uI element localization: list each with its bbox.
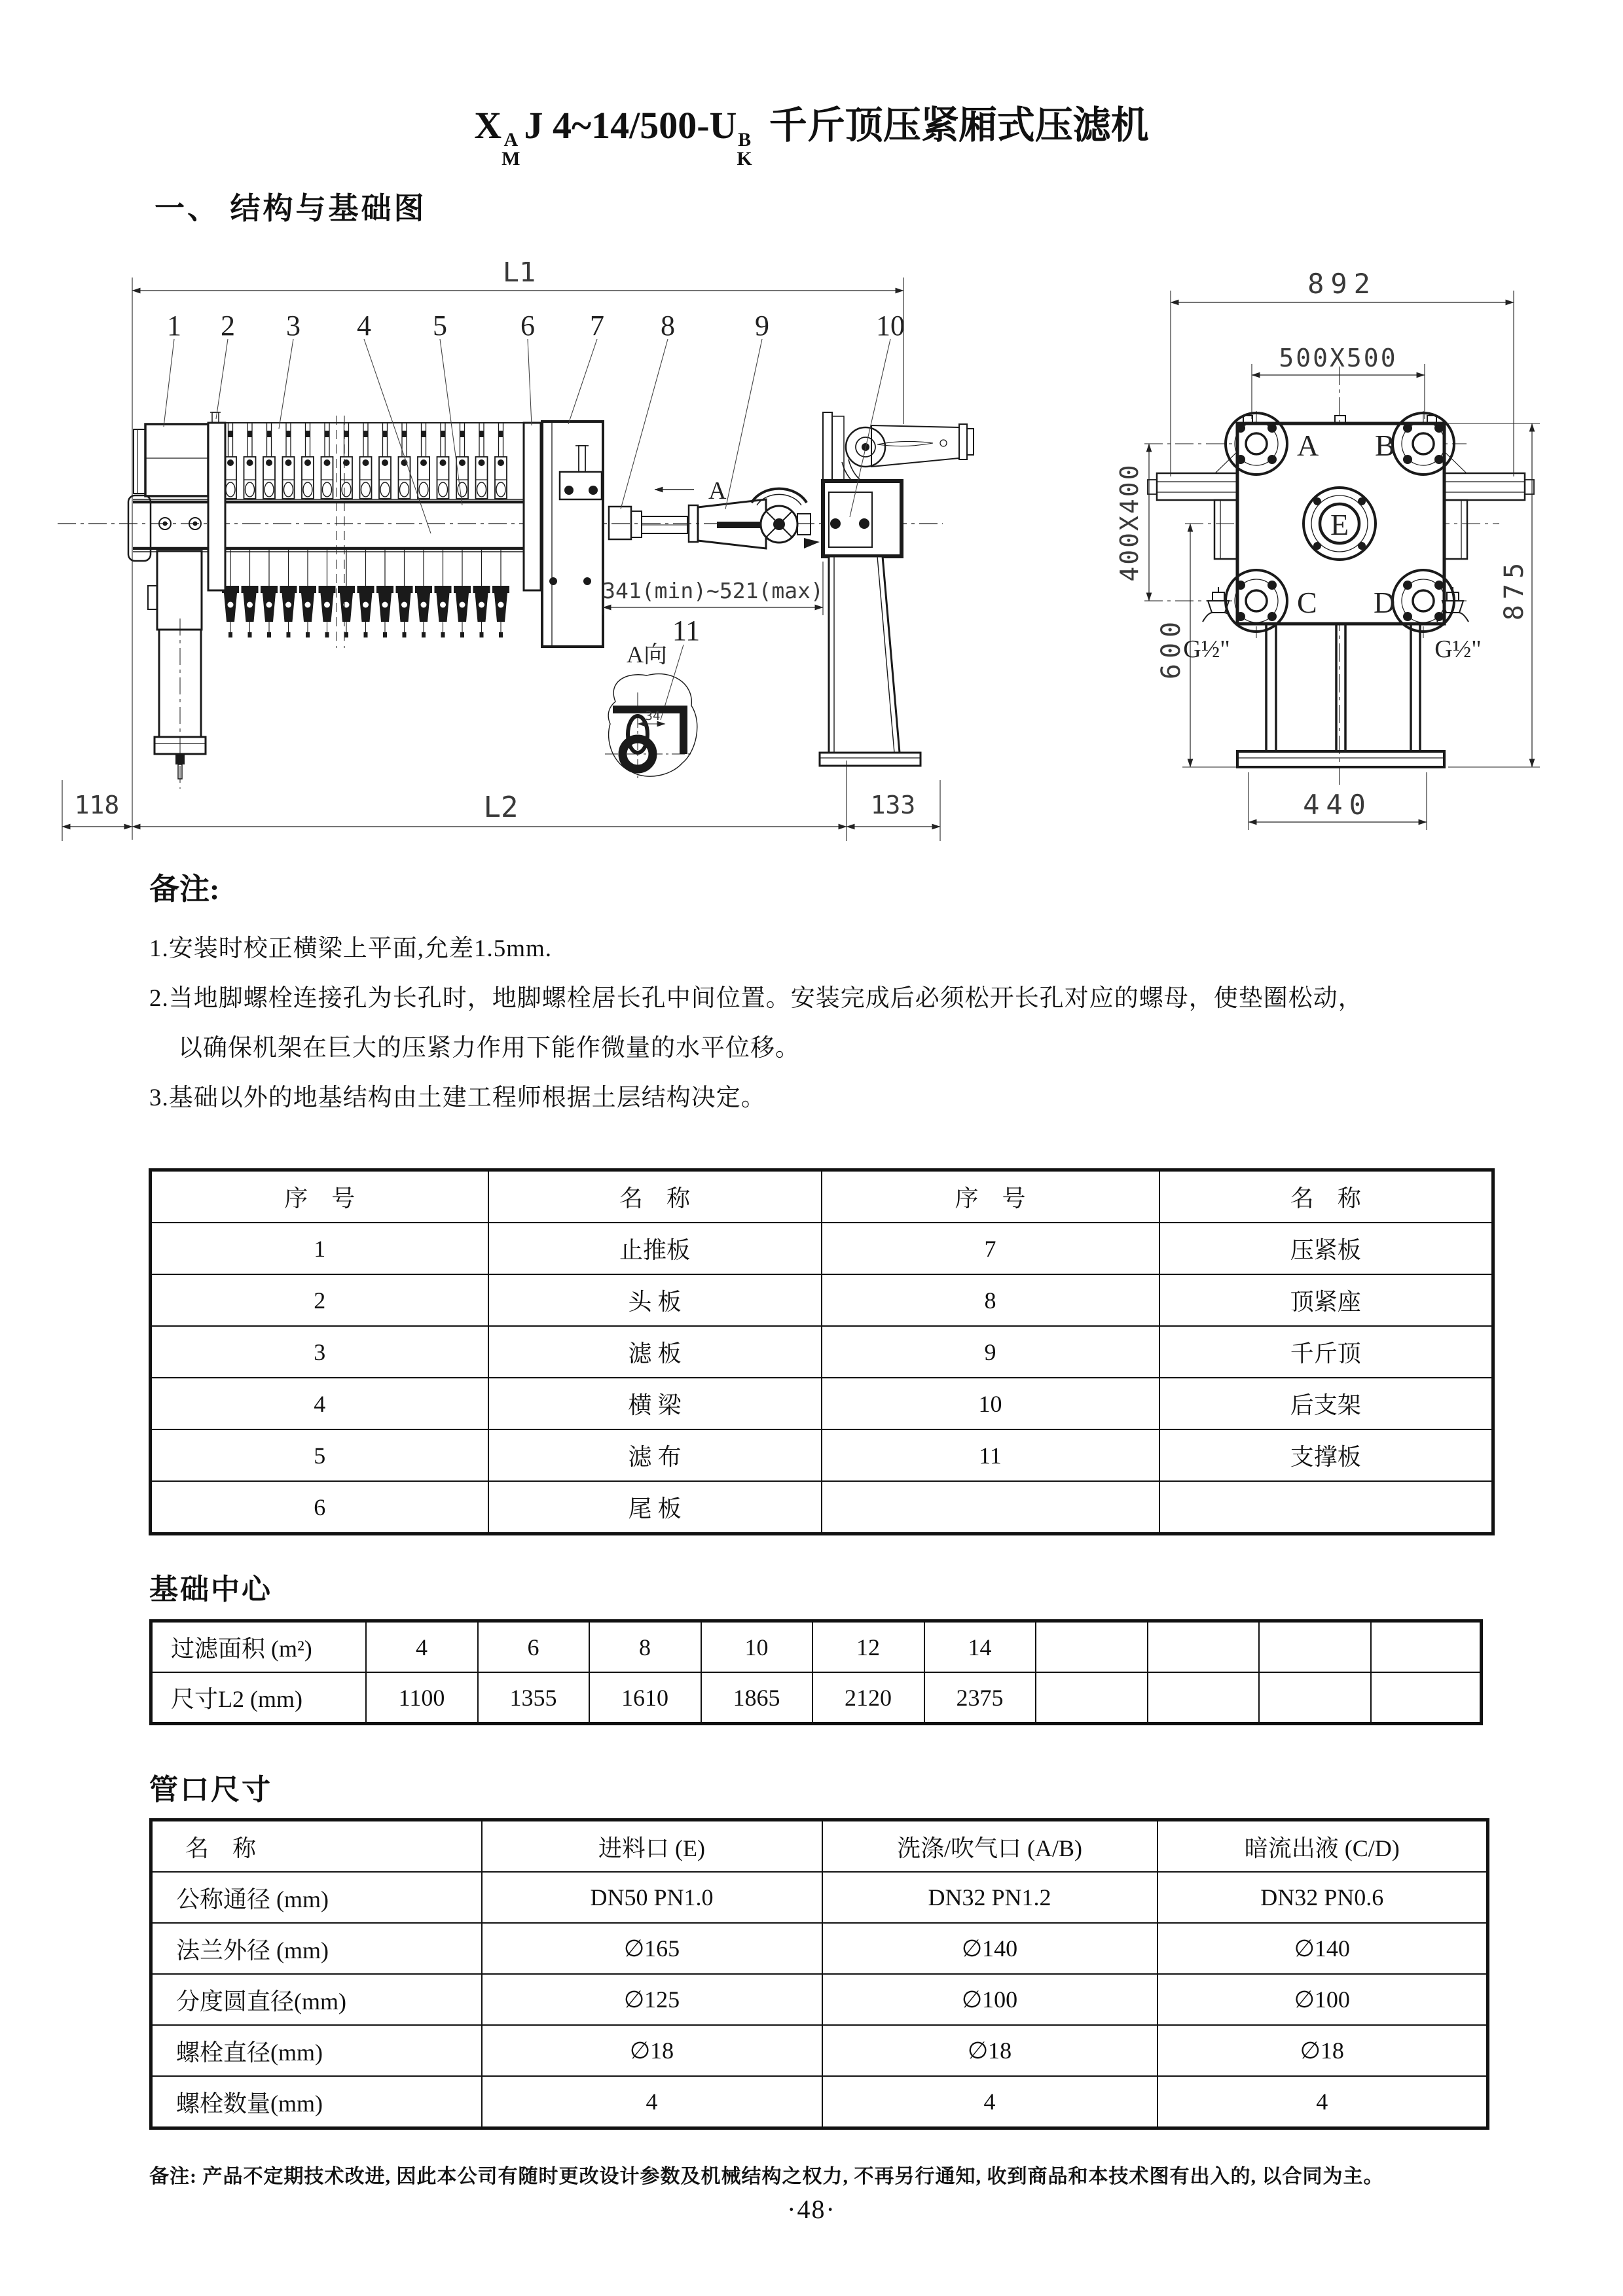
table-row [151, 1378, 1493, 1429]
area-value [1259, 1621, 1371, 1673]
pipe-value: 4 [1158, 2076, 1488, 2128]
part-name: 支撑板 [1159, 1429, 1493, 1481]
pipe-value: ∅165 [482, 1923, 822, 1974]
pipe-value: ∅100 [1158, 1974, 1488, 2025]
length-value: 1100 [366, 1672, 478, 1724]
table-row [151, 1481, 1493, 1534]
area-value: 14 [924, 1621, 1036, 1673]
row-label: 法兰外径 (mm) [151, 1923, 482, 1974]
part-name: 尾 板 [488, 1481, 822, 1534]
note-item-2-cont: 以确保机架在巨大的压紧力作用下能作微量的水平位移。 [178, 1035, 800, 1062]
callout-8: 8 [661, 310, 675, 342]
area-value: 12 [812, 1621, 924, 1673]
pipe-value: ∅140 [822, 1923, 1158, 1974]
length-value [1036, 1672, 1148, 1724]
part-no: 11 [822, 1429, 1159, 1481]
callout-9: 9 [755, 310, 769, 342]
a-view-label: A向 [627, 641, 667, 668]
flange-label-b: B [1375, 429, 1395, 462]
part-no: 6 [151, 1481, 488, 1534]
dim-600: 600 [1156, 616, 1186, 680]
view-arrow-label: A [708, 477, 727, 505]
row-label: 公称通径 (mm) [151, 1872, 482, 1923]
pipe-table [149, 1818, 1489, 2130]
row-label: 尺寸L2 (mm) [151, 1672, 366, 1724]
part-name: 横 梁 [488, 1378, 822, 1429]
part-no: 1 [151, 1223, 488, 1274]
dim-133: 133 [870, 791, 916, 819]
length-value: 1610 [589, 1672, 701, 1724]
dim-875: 875 [1499, 557, 1529, 621]
part-name: 滤 板 [488, 1326, 822, 1378]
dim-34: 34 [645, 709, 661, 723]
row-label: 过滤面积 (m²) [151, 1621, 366, 1673]
pipe-value: ∅125 [482, 1974, 822, 2025]
flange-label-e: E [1330, 508, 1349, 541]
part-name: 滤 布 [488, 1429, 822, 1481]
dim-400x400: 400X400 [1115, 463, 1144, 582]
table-row [151, 1923, 1488, 1974]
parts-header-name2: 名 称 [1159, 1170, 1493, 1223]
foundation-heading: 基础中心 [149, 1573, 272, 1605]
part-no: 10 [822, 1378, 1159, 1429]
table-row [151, 1223, 1493, 1274]
footer-disclaimer: 备注: 产品不定期技术改进, 因此本公司有随时更改设计参数及机械结构之权力, 不再另行通知, 收到商品和本技术图有出入的, 以合同为主。 [149, 2166, 1384, 2187]
dim-892: 892 [1307, 268, 1377, 300]
part-no [822, 1481, 1159, 1534]
pipe-value: DN32 PN0.6 [1158, 1872, 1488, 1923]
pipe-value: 4 [822, 2076, 1158, 2128]
table-row [151, 1872, 1488, 1923]
end-view-drawing [1115, 268, 1540, 830]
note-item-2: 2.当地脚螺栓连接孔为长孔时，地脚螺栓居长孔中间位置。安装完成后必须松开长孔对应的螺母，使垫圈松动， [149, 985, 1363, 1012]
pipe-value: 4 [482, 2076, 822, 2128]
pipe-header-wash: 洗涤/吹气口 (A/B) [822, 1820, 1158, 1873]
area-value [1371, 1621, 1482, 1673]
area-value: 6 [478, 1621, 589, 1673]
filter-plate-stack [222, 416, 509, 648]
part-name: 止推板 [488, 1223, 822, 1274]
jack-assembly [609, 412, 974, 548]
length-value: 2375 [924, 1672, 1036, 1724]
dim-500x500: 500X500 [1279, 344, 1398, 372]
callout-7: 7 [590, 310, 604, 342]
pipe-header-row [151, 1820, 1488, 1873]
structure-foundation-drawing [0, 262, 1623, 851]
table-row [151, 1326, 1493, 1378]
callout-5: 5 [433, 310, 447, 342]
notes-heading: 备注: [149, 872, 220, 906]
area-value [1148, 1621, 1259, 1673]
area-value: 8 [589, 1621, 701, 1673]
pipe-value: DN32 PN1.2 [822, 1872, 1158, 1923]
pipe-header-name: 名 称 [151, 1820, 482, 1873]
note-item-3: 3.基础以外的地基结构由土建工程师根据土层结构决定。 [149, 1085, 766, 1111]
part-name: 后支架 [1159, 1378, 1493, 1429]
area-value: 10 [701, 1621, 812, 1673]
page-title [0, 94, 1623, 168]
pipe-value: ∅18 [822, 2025, 1158, 2076]
table-row [151, 1621, 1482, 1673]
pipe-header-outlet: 暗流出液 (C/D) [1158, 1820, 1488, 1873]
flange-label-c: C [1297, 586, 1317, 619]
table-row [151, 1672, 1482, 1724]
part-no: 5 [151, 1429, 488, 1481]
row-label: 螺栓数量(mm) [151, 2076, 482, 2128]
part-name: 压紧板 [1159, 1223, 1493, 1274]
callout-11: 11 [672, 615, 701, 647]
model-sup-sub-1: A M [501, 129, 520, 170]
note-item-1: 1.安装时校正横梁上平面,允差1.5mm. [149, 935, 553, 962]
model-sup-sub-2: B K [737, 129, 752, 170]
thrust-plate-assembly [134, 424, 208, 789]
table-row [151, 1274, 1493, 1326]
table-row [151, 1429, 1493, 1481]
pipe-value: ∅100 [822, 1974, 1158, 2025]
thread-label-right: G½" [1434, 636, 1482, 663]
length-value [1148, 1672, 1259, 1724]
pressing-plate [542, 422, 603, 647]
part-name [1159, 1481, 1493, 1534]
model-code-mid: J 4~14/500-U [524, 104, 737, 147]
parts-header-row [151, 1170, 1493, 1223]
callout-3: 3 [286, 310, 301, 342]
machine-name: 千斤顶压紧厢式压滤机 [769, 104, 1149, 147]
area-value [1036, 1621, 1148, 1673]
part-no: 4 [151, 1378, 488, 1429]
pipe-value: ∅18 [1158, 2025, 1488, 2076]
foundation-table [149, 1619, 1483, 1725]
section-heading: 一、 结构与基础图 [155, 192, 427, 225]
part-no: 3 [151, 1326, 488, 1378]
callout-10: 10 [876, 310, 905, 342]
length-value [1371, 1672, 1482, 1724]
length-value: 1865 [701, 1672, 812, 1724]
length-value [1259, 1672, 1371, 1724]
flange-label-a: A [1297, 429, 1319, 462]
table-row [151, 2025, 1488, 2076]
pipes-heading: 管口尺寸 [149, 1774, 272, 1806]
part-name: 顶紧座 [1159, 1274, 1493, 1326]
callout-1: 1 [167, 310, 181, 342]
callout-2: 2 [221, 310, 235, 342]
part-no: 9 [822, 1326, 1159, 1378]
part-name: 头 板 [488, 1274, 822, 1326]
row-label: 分度圆直径(mm) [151, 1974, 482, 2025]
head-plate [208, 412, 225, 590]
flange-label-d: D [1374, 586, 1396, 619]
table-row [151, 2076, 1488, 2128]
page-number: ·48· [787, 2195, 836, 2224]
dim-118: 118 [74, 791, 120, 819]
parts-header-no1: 序 号 [151, 1170, 488, 1223]
part-no: 8 [822, 1274, 1159, 1326]
length-value: 1355 [478, 1672, 589, 1724]
model-code-x: X [474, 104, 502, 147]
area-value: 4 [366, 1621, 478, 1673]
callout-4: 4 [357, 310, 371, 342]
thread-label-left: G½" [1183, 636, 1230, 663]
pipe-value: ∅140 [1158, 1923, 1488, 1974]
pipe-header-feed: 进料口 (E) [482, 1820, 822, 1873]
dim-341-521: 341(min)~521(max) [602, 578, 824, 603]
row-label: 螺栓直径(mm) [151, 2025, 482, 2076]
parts-header-name1: 名 称 [488, 1170, 822, 1223]
dim-L2: L2 [483, 791, 519, 824]
dim-440: 440 [1303, 789, 1372, 821]
callout-6: 6 [520, 310, 535, 342]
part-no: 2 [151, 1274, 488, 1326]
tail-plate [524, 423, 541, 590]
pipe-value: ∅18 [482, 2025, 822, 2076]
parts-header-no2: 序 号 [822, 1170, 1159, 1223]
dim-L1: L1 [502, 262, 536, 288]
side-view-drawing [58, 262, 974, 841]
length-value: 2120 [812, 1672, 924, 1724]
pedestal-stand [1237, 624, 1444, 767]
parts-table [149, 1168, 1491, 1535]
part-no: 7 [822, 1223, 1159, 1274]
table-row [151, 1974, 1488, 2025]
pipe-value: DN50 PN1.0 [482, 1872, 822, 1923]
a-view-detail [605, 641, 697, 780]
part-name: 千斤顶 [1159, 1326, 1493, 1378]
